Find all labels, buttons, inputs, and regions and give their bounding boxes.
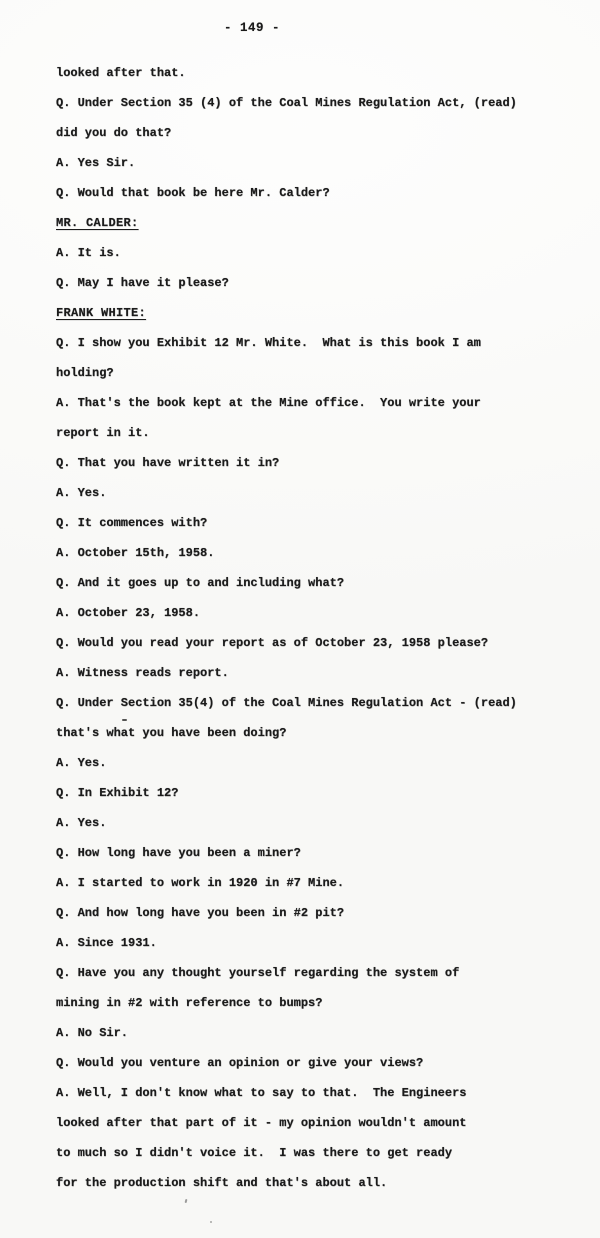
page-number: - 149 -	[224, 21, 281, 35]
transcript-line: Q. Would you venture an opinion or give your views?	[56, 1056, 424, 1070]
transcript-line: A. Yes.	[56, 816, 107, 830]
transcript-line: A. Yes.	[56, 756, 107, 770]
transcript-line: A. Witness reads report.	[56, 666, 229, 680]
transcript-line: looked after that.	[56, 66, 186, 80]
transcript-line: Q. How long have you been a miner?	[56, 846, 301, 860]
transcript-line: Q. Would you read your report as of October 23, 1958 please?	[56, 636, 489, 650]
transcript-line: report in it.	[56, 426, 150, 440]
transcript-line: for the production shift and that's about all.	[56, 1176, 388, 1190]
scan-speck	[210, 1221, 212, 1223]
transcript-line: that's what you have been doing?	[56, 726, 287, 740]
transcript-line: A. That's the book kept at the Mine office. You write your	[56, 396, 481, 410]
transcript-line: Q. Under Section 35 (4) of the Coal Mines Regulation Act, (read)	[56, 96, 517, 110]
transcript-line: looked after that part of it - my opinion wouldn't amount	[56, 1116, 467, 1130]
transcript-line: A. It is.	[56, 246, 121, 260]
transcript-line: A. Since 1931.	[56, 936, 157, 950]
transcript-line: Q. May I have it please?	[56, 276, 229, 290]
transcript-line: to much so I didn't voice it. I was there to get ready	[56, 1146, 453, 1160]
transcript-line: Q. I show you Exhibit 12 Mr. White. What is this book I am	[56, 336, 481, 350]
transcript-line: Q. And how long have you been in #2 pit?	[56, 906, 345, 920]
transcript-line: Q. Under Section 35(4) of the Coal Mines Regulation Act - (read)	[56, 696, 517, 710]
transcript-line: mining in #2 with reference to bumps?	[56, 996, 323, 1010]
transcript-line: A. No Sir.	[56, 1026, 129, 1040]
speaker-heading: FRANK WHITE:	[56, 306, 147, 320]
transcript-line: did you do that?	[56, 126, 172, 140]
scan-speck	[185, 1199, 188, 1203]
transcript-line: Q. Have you any thought yourself regarding the system of	[56, 966, 460, 980]
transcript-body	[56, 58, 580, 1198]
transcript-line: A. October 15th, 1958.	[56, 546, 215, 560]
transcript-line: Q. That you have written it in?	[56, 456, 280, 470]
transcript-line: A. October 23, 1958.	[56, 606, 201, 620]
transcript-line: A. I started to work in 1920 in #7 Mine.	[56, 876, 345, 890]
overtype-dash-mark	[122, 719, 127, 721]
transcript-line: Q. In Exhibit 12?	[56, 786, 179, 800]
transcript-line: A. Yes Sir.	[56, 156, 136, 170]
transcript-line: Q. It commences with?	[56, 516, 208, 530]
speaker-heading: MR. CALDER:	[56, 216, 139, 230]
transcript-line: Q. And it goes up to and including what?	[56, 576, 345, 590]
transcript-line: A. Well, I don't know what to say to that. The Engineers	[56, 1086, 467, 1100]
transcript-line: holding?	[56, 366, 114, 380]
transcript-line: A. Yes.	[56, 486, 107, 500]
transcript-line: Q. Would that book be here Mr. Calder?	[56, 186, 330, 200]
